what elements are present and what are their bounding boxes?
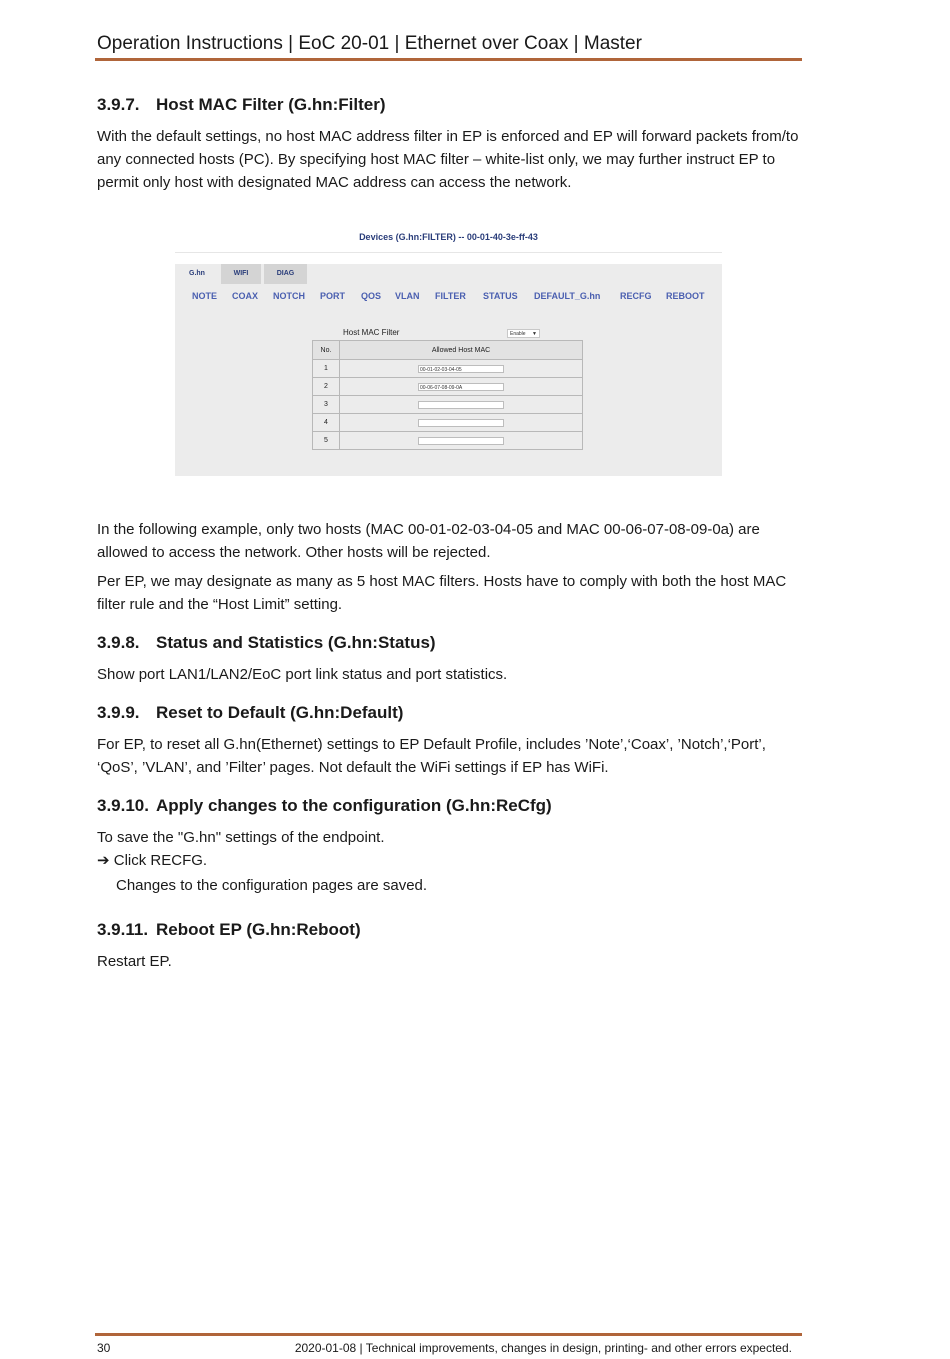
section-heading-3-9-11	[97, 917, 802, 943]
section-number: 3.9.11.	[97, 920, 149, 939]
mac-input[interactable]: 00-01-02-03-04-05	[418, 365, 504, 373]
menu-note[interactable]: NOTE	[192, 291, 218, 301]
host-mac-filter-value: Enable	[510, 331, 526, 337]
section-title: Apply changes to the configuration (G.hn:ReCfg)	[156, 796, 552, 815]
footer-rule	[95, 1333, 802, 1336]
column-header-no: No.	[313, 341, 340, 360]
footer-note: 2020-01-08 | Technical improvements, changes in design, printing- and other errors expected.	[294, 1341, 792, 1355]
paragraph: Show port LAN1/LAN2/EoC port link status and port statistics.	[97, 666, 508, 683]
mac-input[interactable]	[418, 419, 504, 427]
host-mac-filter-select[interactable]	[507, 329, 540, 338]
tab-ghn[interactable]: G.hn	[175, 264, 219, 284]
screenshot-title: Devices (G.hn:FILTER) -- 00-01-40-3e-ff-43	[359, 232, 538, 242]
step-result: Changes to the configuration pages are saved.	[116, 877, 428, 894]
paragraph: With the default settings, no host MAC address filter in EP is enforced and EP will forward packets from/to any connected hosts (PC). By specifying host MAC filter – white-list only, we may further instruct EP to permit only host with designated MAC address can access the network.	[97, 128, 799, 191]
table-row	[313, 396, 583, 414]
mac-cell	[340, 414, 583, 432]
instruction-step	[97, 849, 802, 872]
filter-screenshot	[175, 224, 722, 484]
table-row	[313, 378, 583, 396]
mac-cell	[340, 360, 583, 378]
page-number: 30	[97, 1341, 111, 1355]
tab-wifi[interactable]: WIFI	[221, 264, 261, 284]
section-number: 3.9.10.	[97, 796, 149, 815]
section-heading-3-9-7	[97, 92, 802, 118]
paragraph: To save the "G.hn" settings of the endpoint.	[97, 829, 385, 846]
section-title: Host MAC Filter (G.hn:Filter)	[156, 95, 386, 114]
row-number: 4	[313, 414, 340, 432]
mac-cell	[340, 378, 583, 396]
mac-input[interactable]: 00-06-07-08-09-0A	[418, 383, 504, 391]
menu-notch[interactable]: NOTCH	[273, 291, 305, 301]
menu-default-ghn[interactable]: DEFAULT_G.hn	[534, 291, 601, 301]
divider	[175, 252, 722, 253]
paragraph: For EP, to reset all G.hn(Ethernet) settings to EP Default Profile, includes ’Note’,‘Coax’, ’Notch’,‘Port’, ‘QoS’, ’VLAN’, and ’Filter’ pages. Not default the WiFi settings if EP has WiFi.	[97, 736, 766, 776]
menu-status[interactable]: STATUS	[483, 291, 518, 301]
menu-filter[interactable]: FILTER	[435, 291, 466, 301]
table-header-row	[313, 341, 583, 360]
section-number: 3.9.9.	[97, 703, 140, 722]
menu-coax[interactable]: COAX	[232, 291, 259, 301]
step-text: Click RECFG.	[113, 852, 208, 869]
section-number: 3.9.7.	[97, 95, 140, 114]
paragraph: Per EP, we may designate as many as 5 host MAC filters. Hosts have to comply with both the host MAC filter rule and the “Host Limit” setting.	[97, 573, 787, 613]
section-number: 3.9.8.	[97, 633, 140, 652]
section-heading-3-9-10	[97, 793, 802, 819]
table-row	[313, 414, 583, 432]
mac-cell	[340, 432, 583, 450]
header-title: Operation Instructions | EoC 20-01 | Ethernet over Coax | Master	[97, 33, 642, 54]
row-number: 1	[313, 360, 340, 378]
menu-vlan[interactable]: VLAN	[395, 291, 420, 301]
caret-down-icon: ▼	[532, 331, 537, 337]
page-content	[97, 92, 802, 979]
section-3-9-10	[97, 793, 802, 897]
section-title: Reset to Default (G.hn:Default)	[156, 703, 404, 722]
row-number: 2	[313, 378, 340, 396]
paragraph: In the following example, only two hosts (MAC 00-01-02-03-04-05 and MAC 00-06-07-08-09-0a) are allowed to access the network. Other hosts will be rejected.	[97, 521, 760, 561]
host-mac-filter-label: Host MAC Filter	[343, 328, 400, 337]
section-heading-3-9-9	[97, 700, 802, 726]
header-rule	[95, 58, 802, 61]
mac-table	[312, 340, 583, 450]
paragraph: Restart EP.	[97, 953, 172, 970]
mac-input[interactable]	[418, 401, 504, 409]
row-number: 5	[313, 432, 340, 450]
arrow-icon: ➔	[97, 852, 110, 869]
page-header	[97, 30, 802, 58]
section-3-9-9	[97, 700, 802, 779]
section-3-9-8	[97, 630, 802, 686]
table-row	[313, 432, 583, 450]
menu-reboot[interactable]: REBOOT	[666, 291, 705, 301]
menu-port[interactable]: PORT	[320, 291, 346, 301]
row-number: 3	[313, 396, 340, 414]
section-heading-3-9-8	[97, 630, 802, 656]
mac-cell	[340, 396, 583, 414]
section-title: Reboot EP (G.hn:Reboot)	[156, 920, 361, 939]
menu-recfg[interactable]: RECFG	[620, 291, 652, 301]
mac-input[interactable]	[418, 437, 504, 445]
config-panel	[175, 264, 722, 476]
section-title: Status and Statistics (G.hn:Status)	[156, 633, 436, 652]
section-3-9-11	[97, 917, 802, 973]
table-row	[313, 360, 583, 378]
tab-diag[interactable]: DIAG	[264, 264, 307, 284]
menu-qos[interactable]: QOS	[361, 291, 382, 301]
column-header-mac: Allowed Host MAC	[340, 341, 583, 360]
